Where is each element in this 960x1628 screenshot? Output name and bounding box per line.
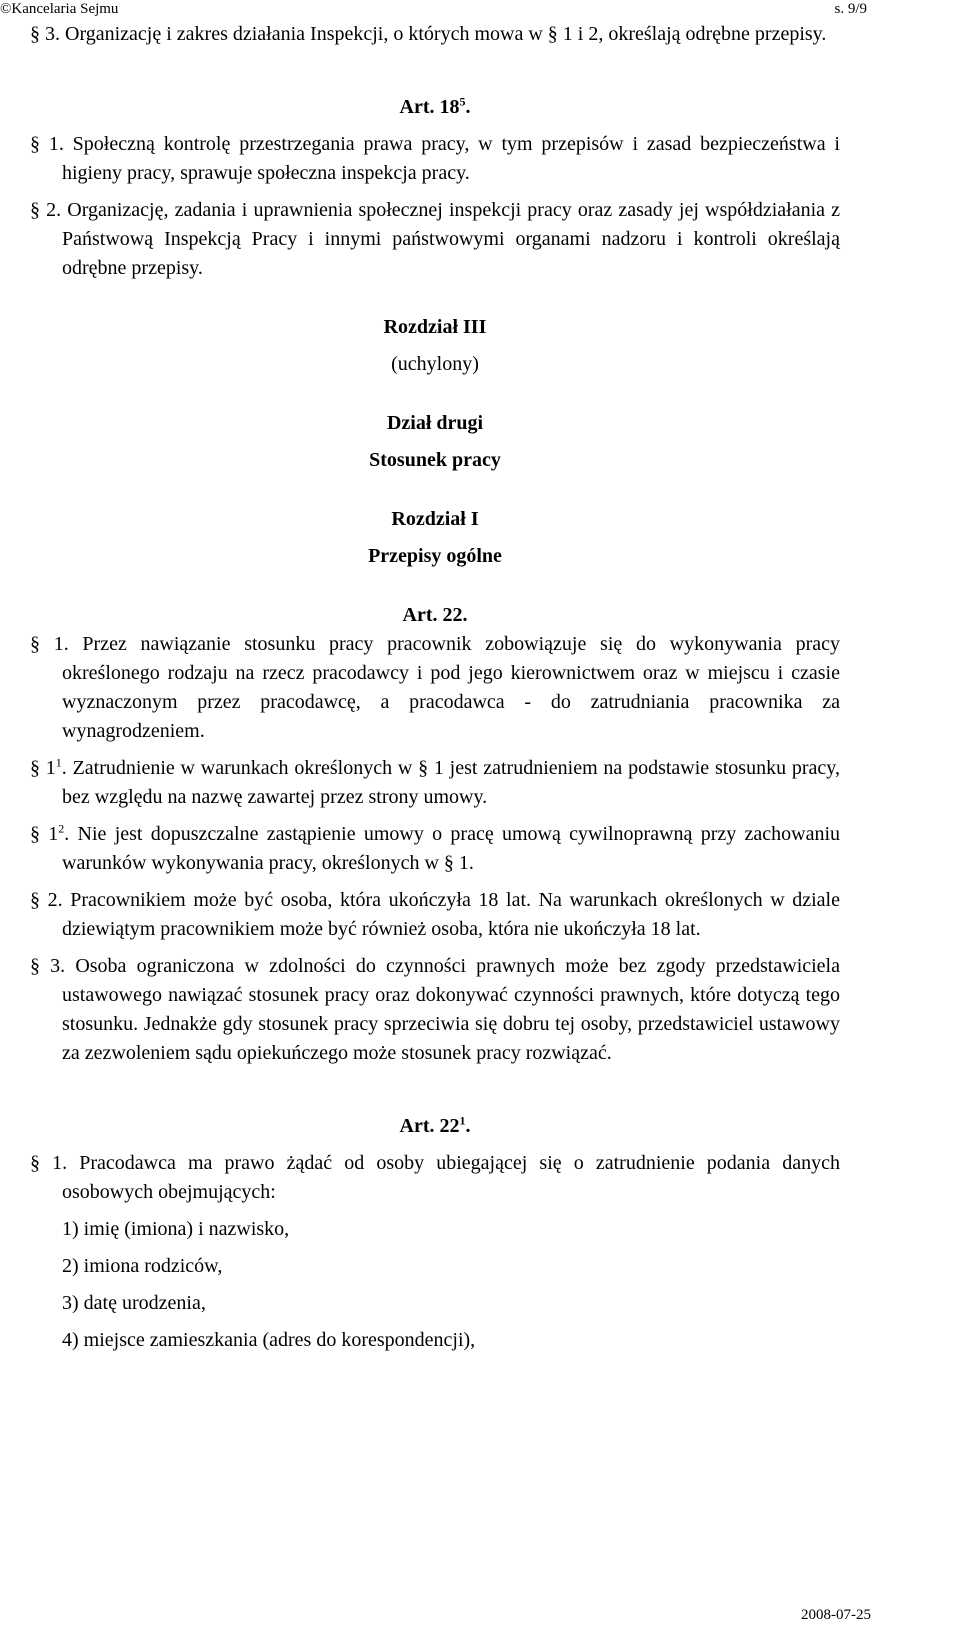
paragraph-22-1-lead: § 1. Pracodawca ma prawo żądać od osoby ubiegającej się o zatrudnienie podania danych osobowych obejmujących: bbox=[30, 1152, 840, 1203]
article-heading-sup: 5 bbox=[459, 94, 466, 109]
paragraph-number-sup: 1 bbox=[55, 755, 62, 770]
chapter-title-przepisy-ogolne: Przepisy ogólne bbox=[368, 545, 502, 567]
chapter-heading-rozdzial-3: Rozdział III bbox=[383, 316, 487, 338]
paragraph-18-5-1: § 1. Społeczną kontrolę przestrzegania prawa pracy, w tym przepisów i zasad bezpieczeństwa i higieny pracy, sprawuje społeczna inspekcja pracy. bbox=[30, 133, 840, 184]
paragraph-22-2: § 2. Pracownikiem może być osoba, która ukończyła 18 lat. Na warunkach określonych w dziale dziewiątym pracownikiem może być również osoba, która nie ukończyła 18 lat. bbox=[30, 889, 840, 940]
article-heading-base: Art. 18 bbox=[399, 96, 460, 118]
division-heading-dzial-drugi: Dział drugi bbox=[386, 412, 484, 434]
page-header bbox=[0, 0, 960, 18]
article-heading-18-5 bbox=[30, 93, 840, 122]
paragraph-text: . Zatrudnienie w warunkach określonych w § 1 jest zatrudnieniem na podstawie stosunku pracy, bez względu na nazwę zawartej przez strony umowy. bbox=[61, 757, 840, 808]
chapter-status-uchylony: (uchylony) bbox=[391, 353, 479, 375]
division-title-stosunek-pracy: Stosunek pracy bbox=[369, 449, 501, 471]
paragraph-18-5-2: § 2. Organizację, zadania i uprawnienia społecznej inspekcji pracy oraz zasady jej współdziałania z Państwową Inspekcją Pracy i innymi państwowymi organami nadzoru i kontroli określają odrębne przepisy. bbox=[30, 199, 840, 279]
paragraph-22-3: § 3. Osoba ograniczona w zdolności do czynności prawnych może bez zgody przedstawiciela ustawowego nawiązać stosunek pracy oraz dokonywać czynności prawnych, które dotyczą tego stosunku. Jednakże gdy stosunek pracy sprzeciwia się dobru tej osoby, przedstawiciel ustawowy za zezwoleniem sądu opiekuńczego może stosunek pracy rozwiązać. bbox=[30, 955, 840, 1064]
list-item: 4) miejsce zamieszkania (adres do korespondencji), bbox=[62, 1329, 476, 1351]
paragraph-number-sup: 2 bbox=[58, 821, 65, 836]
paragraph-number: § 1 bbox=[30, 823, 59, 845]
paragraph-text: . Nie jest dopuszczalne zastąpienie umowy o pracę umową cywilnoprawną przy zachowaniu warunków wykonywania pracy, określonych w § 1. bbox=[62, 823, 841, 874]
paragraph-number: § 1 bbox=[30, 757, 56, 779]
article-heading-22: Art. 22. bbox=[402, 604, 468, 626]
article-heading-sup: 1 bbox=[459, 1113, 466, 1128]
article-heading-base: Art. 22 bbox=[399, 1115, 460, 1137]
paragraph-22-1: § 1. Przez nawiązanie stosunku pracy pracownik zobowiązuje się do wykonywania pracy określonego rodzaju na rzecz pracodawcy i pod jego kierownictwem oraz w miejscu i czasie wyznaczonym przez pracodawcę, a pracodawca - do zatrudniania pracownika za wynagrodzeniem. bbox=[30, 633, 840, 742]
page-footer-date: 2008-07-25 bbox=[801, 1607, 871, 1623]
list-item: 1) imię (imiona) i nazwisko, bbox=[62, 1218, 290, 1240]
header-publisher: ©Kancelaria Sejmu bbox=[0, 1, 119, 17]
document-body bbox=[30, 20, 840, 1355]
paragraph-22-1-1 bbox=[30, 754, 840, 812]
list-item: 3) datę urodzenia, bbox=[62, 1292, 206, 1314]
header-page-number: s. 9/9 bbox=[834, 1, 867, 17]
paragraph-22-1-2 bbox=[30, 820, 840, 878]
article-heading-tail: . bbox=[465, 96, 471, 118]
list-item: 2) imiona rodziców, bbox=[62, 1255, 223, 1277]
paragraph-3-organizacja: § 3. Organizację i zakres działania Inspekcji, o których mowa w § 1 i 2, określają odrębne przepisy. bbox=[30, 23, 827, 45]
article-heading-22-1 bbox=[30, 1112, 840, 1141]
chapter-heading-rozdzial-1: Rozdział I bbox=[391, 508, 479, 530]
article-heading-tail: . bbox=[465, 1115, 471, 1137]
